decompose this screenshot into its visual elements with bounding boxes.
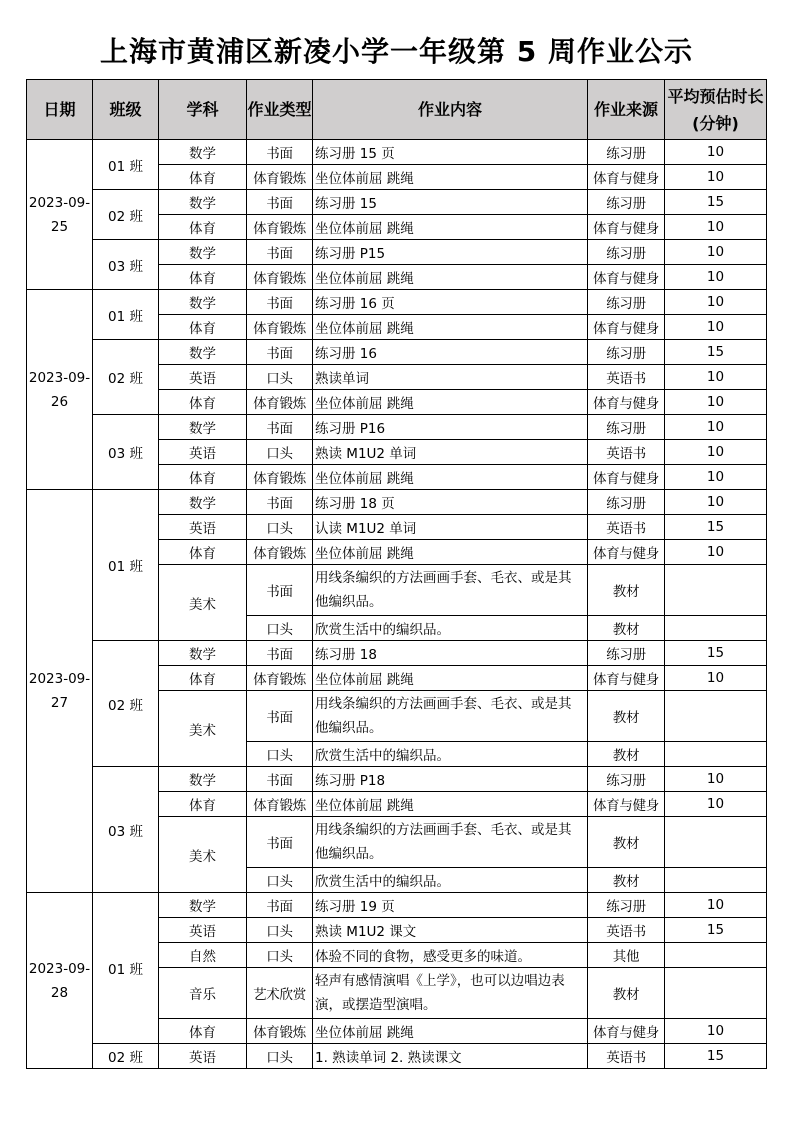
time-cell: 15 — [665, 340, 767, 365]
table-body — [27, 140, 767, 1069]
subject-cell: 音乐 — [159, 968, 247, 1019]
source-cell: 英语书 — [588, 440, 665, 465]
subject-cell: 数学 — [159, 190, 247, 215]
type-cell: 书面 — [247, 565, 313, 616]
type-cell: 体育锻炼 — [247, 215, 313, 240]
content-cell: 欣赏生活中的编织品。 — [313, 616, 588, 641]
table-row — [27, 290, 767, 315]
source-cell: 英语书 — [588, 515, 665, 540]
date-cell: 2023-09-27 — [27, 490, 93, 893]
time-cell: 10 — [665, 315, 767, 340]
content-cell: 用线条编织的方法画画手套、毛衣、或是其他编织品。 — [313, 817, 588, 868]
class-cell: 02 班 — [93, 190, 159, 240]
time-cell: 10 — [665, 465, 767, 490]
class-cell: 01 班 — [93, 290, 159, 340]
source-cell: 教材 — [588, 565, 665, 616]
time-cell: 15 — [665, 515, 767, 540]
class-cell: 02 班 — [93, 641, 159, 767]
table-row — [27, 340, 767, 365]
time-cell: 10 — [665, 165, 767, 190]
type-cell: 书面 — [247, 290, 313, 315]
type-cell: 体育锻炼 — [247, 265, 313, 290]
source-cell: 练习册 — [588, 190, 665, 215]
type-cell: 体育锻炼 — [247, 165, 313, 190]
type-cell: 体育锻炼 — [247, 1019, 313, 1044]
content-cell: 体验不同的食物，感受更多的味道。 — [313, 943, 588, 968]
source-cell: 教材 — [588, 616, 665, 641]
class-cell: 03 班 — [93, 767, 159, 893]
time-cell: 10 — [665, 792, 767, 817]
content-cell: 练习册 15 页 — [313, 140, 588, 165]
time-cell: 10 — [665, 1019, 767, 1044]
subject-cell: 美术 — [159, 691, 247, 767]
class-cell: 03 班 — [93, 240, 159, 290]
content-cell: 练习册 P18 — [313, 767, 588, 792]
subject-cell: 体育 — [159, 315, 247, 340]
source-cell: 练习册 — [588, 140, 665, 165]
content-cell: 练习册 16 页 — [313, 290, 588, 315]
content-cell: 用线条编织的方法画画手套、毛衣、或是其他编织品。 — [313, 691, 588, 742]
table-row — [27, 490, 767, 515]
subject-cell: 数学 — [159, 490, 247, 515]
table-row — [27, 190, 767, 215]
type-cell: 口头 — [247, 440, 313, 465]
class-cell: 01 班 — [93, 893, 159, 1044]
time-cell: 10 — [665, 490, 767, 515]
subject-cell: 体育 — [159, 465, 247, 490]
time-cell: 10 — [665, 767, 767, 792]
source-cell: 英语书 — [588, 365, 665, 390]
subject-cell: 数学 — [159, 340, 247, 365]
type-cell: 体育锻炼 — [247, 792, 313, 817]
type-cell: 体育锻炼 — [247, 315, 313, 340]
type-cell: 口头 — [247, 868, 313, 893]
time-cell — [665, 616, 767, 641]
content-cell: 坐位体前屈 跳绳 — [313, 315, 588, 340]
time-cell — [665, 943, 767, 968]
header-type: 作业类型 — [247, 80, 313, 140]
type-cell: 口头 — [247, 742, 313, 767]
type-cell: 口头 — [247, 943, 313, 968]
source-cell: 体育与健身 — [588, 165, 665, 190]
time-cell: 15 — [665, 1044, 767, 1069]
content-cell: 练习册 18 页 — [313, 490, 588, 515]
content-cell: 坐位体前屈 跳绳 — [313, 215, 588, 240]
time-cell — [665, 868, 767, 893]
table-row — [27, 415, 767, 440]
time-cell: 10 — [665, 666, 767, 691]
source-cell: 练习册 — [588, 340, 665, 365]
time-cell: 10 — [665, 365, 767, 390]
date-cell: 2023-09-28 — [27, 893, 93, 1069]
source-cell: 练习册 — [588, 415, 665, 440]
time-cell: 15 — [665, 641, 767, 666]
time-cell: 15 — [665, 918, 767, 943]
content-cell: 熟读 M1U2 课文 — [313, 918, 588, 943]
source-cell: 练习册 — [588, 490, 665, 515]
subject-cell: 英语 — [159, 918, 247, 943]
subject-cell: 体育 — [159, 792, 247, 817]
source-cell: 练习册 — [588, 641, 665, 666]
content-cell: 欣赏生活中的编织品。 — [313, 742, 588, 767]
subject-cell: 自然 — [159, 943, 247, 968]
source-cell: 教材 — [588, 868, 665, 893]
content-cell: 坐位体前屈 跳绳 — [313, 666, 588, 691]
content-cell: 练习册 16 — [313, 340, 588, 365]
type-cell: 书面 — [247, 641, 313, 666]
subject-cell: 体育 — [159, 666, 247, 691]
subject-cell: 美术 — [159, 565, 247, 641]
content-cell: 熟读单词 — [313, 365, 588, 390]
content-cell: 坐位体前屈 跳绳 — [313, 390, 588, 415]
subject-cell: 数学 — [159, 893, 247, 918]
content-cell: 认读 M1U2 单词 — [313, 515, 588, 540]
time-cell: 10 — [665, 140, 767, 165]
header-class: 班级 — [93, 80, 159, 140]
type-cell: 书面 — [247, 240, 313, 265]
subject-cell: 体育 — [159, 215, 247, 240]
type-cell: 体育锻炼 — [247, 465, 313, 490]
subject-cell: 体育 — [159, 265, 247, 290]
subject-cell: 数学 — [159, 641, 247, 666]
content-cell: 坐位体前屈 跳绳 — [313, 165, 588, 190]
type-cell: 体育锻炼 — [247, 666, 313, 691]
content-cell: 练习册 P16 — [313, 415, 588, 440]
header-source: 作业来源 — [588, 80, 665, 140]
type-cell: 口头 — [247, 918, 313, 943]
content-cell: 坐位体前屈 跳绳 — [313, 465, 588, 490]
time-cell — [665, 742, 767, 767]
content-cell: 坐位体前屈 跳绳 — [313, 1019, 588, 1044]
type-cell: 体育锻炼 — [247, 390, 313, 415]
class-cell: 01 班 — [93, 490, 159, 641]
date-cell: 2023-09-26 — [27, 290, 93, 490]
time-cell: 10 — [665, 240, 767, 265]
subject-cell: 英语 — [159, 365, 247, 390]
content-cell: 坐位体前屈 跳绳 — [313, 792, 588, 817]
content-cell: 1. 熟读单词 2. 熟读课文 — [313, 1044, 588, 1069]
content-cell: 练习册 P15 — [313, 240, 588, 265]
type-cell: 书面 — [247, 767, 313, 792]
time-cell: 10 — [665, 415, 767, 440]
table-row — [27, 1044, 767, 1069]
time-cell — [665, 691, 767, 742]
content-cell: 欣赏生活中的编织品。 — [313, 868, 588, 893]
source-cell: 英语书 — [588, 1044, 665, 1069]
content-cell: 熟读 M1U2 单词 — [313, 440, 588, 465]
content-cell: 坐位体前屈 跳绳 — [313, 540, 588, 565]
time-cell: 15 — [665, 190, 767, 215]
header-row — [27, 80, 767, 140]
time-cell: 10 — [665, 215, 767, 240]
source-cell: 体育与健身 — [588, 315, 665, 340]
subject-cell: 英语 — [159, 440, 247, 465]
header-content: 作业内容 — [313, 80, 588, 140]
time-cell: 10 — [665, 265, 767, 290]
type-cell: 书面 — [247, 140, 313, 165]
class-cell: 02 班 — [93, 1044, 159, 1069]
subject-cell: 数学 — [159, 767, 247, 792]
source-cell: 英语书 — [588, 918, 665, 943]
time-cell: 10 — [665, 390, 767, 415]
table-row — [27, 240, 767, 265]
type-cell: 书面 — [247, 893, 313, 918]
content-cell: 用线条编织的方法画画手套、毛衣、或是其他编织品。 — [313, 565, 588, 616]
type-cell: 艺术欣赏 — [247, 968, 313, 1019]
subject-cell: 英语 — [159, 515, 247, 540]
type-cell: 体育锻炼 — [247, 540, 313, 565]
class-cell: 01 班 — [93, 140, 159, 190]
class-cell: 02 班 — [93, 340, 159, 415]
source-cell: 体育与健身 — [588, 792, 665, 817]
type-cell: 书面 — [247, 691, 313, 742]
source-cell: 练习册 — [588, 893, 665, 918]
source-cell: 教材 — [588, 742, 665, 767]
time-cell: 10 — [665, 540, 767, 565]
homework-table — [26, 79, 767, 1069]
type-cell: 书面 — [247, 415, 313, 440]
type-cell: 书面 — [247, 817, 313, 868]
source-cell: 体育与健身 — [588, 390, 665, 415]
class-cell: 03 班 — [93, 415, 159, 490]
header-date: 日期 — [27, 80, 93, 140]
time-cell — [665, 565, 767, 616]
subject-cell: 数学 — [159, 240, 247, 265]
subject-cell: 数学 — [159, 290, 247, 315]
table-row — [27, 140, 767, 165]
type-cell: 书面 — [247, 490, 313, 515]
table-row — [27, 893, 767, 918]
subject-cell: 美术 — [159, 817, 247, 893]
header-time: 平均预估时长(分钟) — [665, 80, 767, 140]
source-cell: 体育与健身 — [588, 465, 665, 490]
source-cell: 教材 — [588, 968, 665, 1019]
source-cell: 体育与健身 — [588, 666, 665, 691]
source-cell: 练习册 — [588, 240, 665, 265]
content-cell: 轻声有感情演唱《上学》，也可以边唱边表演，或摆造型演唱。 — [313, 968, 588, 1019]
source-cell: 其他 — [588, 943, 665, 968]
type-cell: 口头 — [247, 616, 313, 641]
subject-cell: 体育 — [159, 390, 247, 415]
header-subject: 学科 — [159, 80, 247, 140]
type-cell: 书面 — [247, 190, 313, 215]
type-cell: 口头 — [247, 1044, 313, 1069]
table-row — [27, 641, 767, 666]
source-cell: 教材 — [588, 691, 665, 742]
subject-cell: 数学 — [159, 415, 247, 440]
source-cell: 体育与健身 — [588, 1019, 665, 1044]
type-cell: 口头 — [247, 365, 313, 390]
page-title: 上海市黄浦区新凌小学一年级第 5 周作业公示 — [100, 35, 693, 68]
type-cell: 书面 — [247, 340, 313, 365]
time-cell: 10 — [665, 290, 767, 315]
content-cell: 练习册 18 — [313, 641, 588, 666]
source-cell: 练习册 — [588, 767, 665, 792]
table-row — [27, 767, 767, 792]
subject-cell: 数学 — [159, 140, 247, 165]
time-cell — [665, 968, 767, 1019]
subject-cell: 体育 — [159, 165, 247, 190]
time-cell: 10 — [665, 893, 767, 918]
subject-cell: 英语 — [159, 1044, 247, 1069]
content-cell: 练习册 19 页 — [313, 893, 588, 918]
type-cell: 口头 — [247, 515, 313, 540]
date-cell: 2023-09-25 — [27, 140, 93, 290]
source-cell: 体育与健身 — [588, 540, 665, 565]
time-cell: 10 — [665, 440, 767, 465]
source-cell: 体育与健身 — [588, 265, 665, 290]
subject-cell: 体育 — [159, 1019, 247, 1044]
source-cell: 练习册 — [588, 290, 665, 315]
content-cell: 坐位体前屈 跳绳 — [313, 265, 588, 290]
time-cell — [665, 817, 767, 868]
source-cell: 体育与健身 — [588, 215, 665, 240]
subject-cell: 体育 — [159, 540, 247, 565]
source-cell: 教材 — [588, 817, 665, 868]
content-cell: 练习册 15 — [313, 190, 588, 215]
